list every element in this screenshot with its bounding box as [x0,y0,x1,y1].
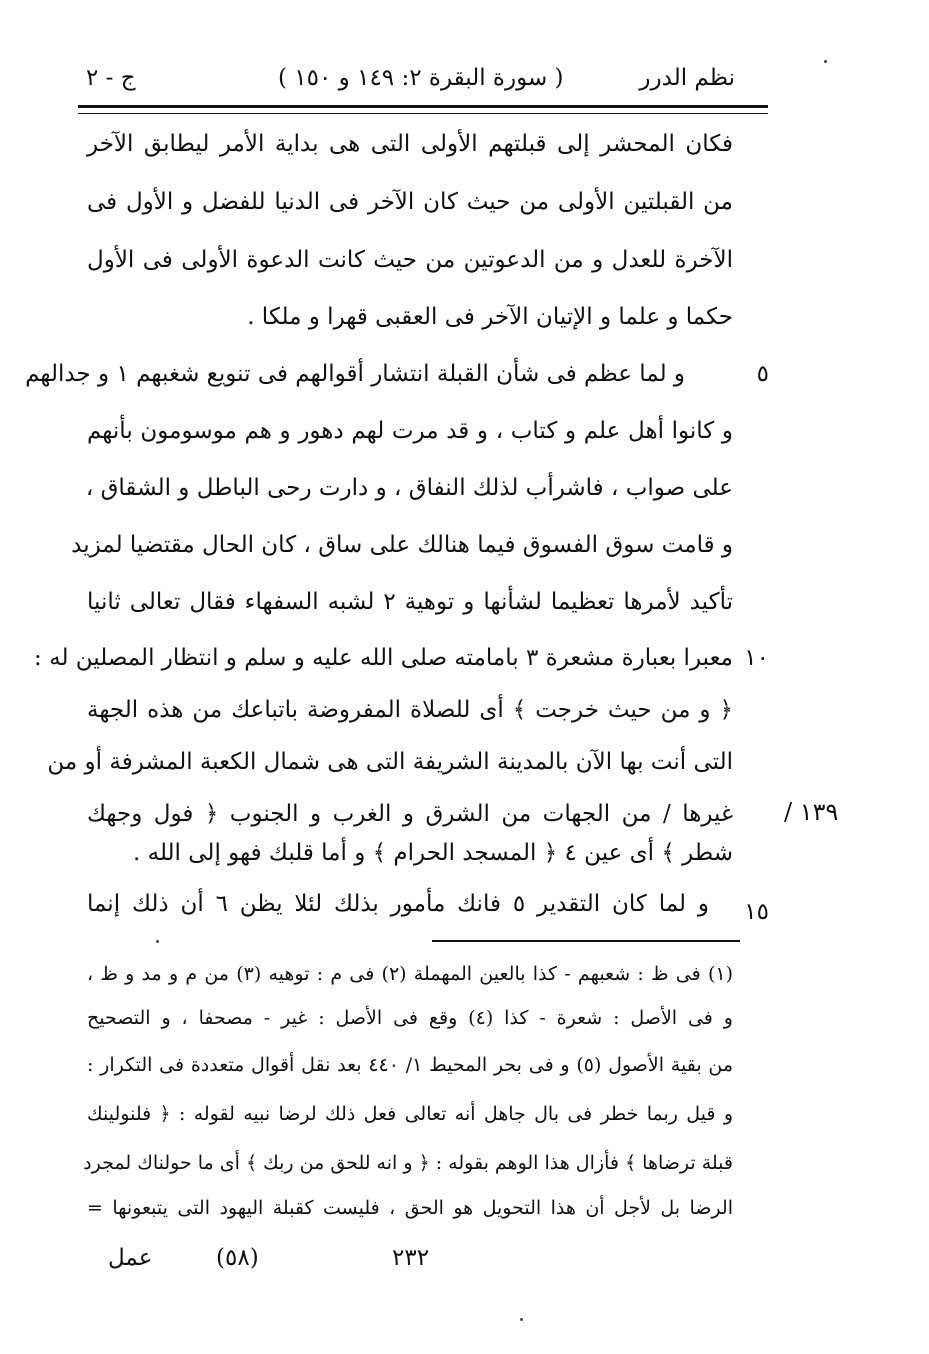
body-line-8: و قامت سوق الفسوق فيما هنالك على ساق ، كان الحال مقتضيا لمزيد [71,532,733,558]
footnote-line-5: قبلة ترضاها ﴾ فأزال هذا الوهم بقوله : ﴿ و انه للحق من ربك ﴾ أى ما حولناك لمجرد [83,1152,733,1174]
footnote-line-3: من بقية الأصول (٥) و فى بحر المحيط ١/ ٤٤٠ بعد نقل أقوال متعددة فى التكرار : [87,1054,734,1076]
body-line-6: و كانوا أهل علم و كتاب ، و قد مرت لهم دهور و هم موسومون بأنهم [87,418,733,444]
body-line-4: حكما و علما و الإتيان الآخر فى العقبى قهرا و ملكا . [247,304,733,330]
body-line-2: من القبلتين الأولى من حيث كان الآخر فى الدنيا للفضل و الأول فى [87,189,733,215]
footer-signature: عمل [108,1245,153,1271]
volume-label: ج - ٢ [86,65,136,91]
footnote-line-2: و فى الأصل : شعرة - كذا (٤) وقع فى الأصل : غير - مصحفا ، و التصحيح [87,1007,733,1029]
surah-reference: ( سورة البقرة ٢: ١٤٩ و ١٥٠ ) [278,65,564,91]
line-number-5: ٥ [756,361,769,387]
body-line-3: الآخرة للعدل و من الدعوتين من حيث كانت الدعوة الأولى فى الأول [87,247,733,273]
footnote-rule [432,940,740,942]
body-line-14: شطر ﴾ أى عين ٤ ﴿ المسجد الحرام ﴾ و أما قلبك فهو إلى الله . [132,840,733,866]
header-rule-thick [78,105,768,108]
scan-speck [156,940,159,943]
body-line-5: و لما عظم فى شأن القبلة انتشار أقوالهم فى تنويع شغبهم ١ و جدالهم [25,361,685,387]
footnote-line-1: (١) فى ظ : شعبهم - كذا بالعين المهملة (٢) فى م : توهيه (٣) من م و مد و ظ ، [87,963,733,985]
body-line-12: التى أنت بها الآن بالمدينة الشريفة التى هى شمال الكعبة المشرفة أو من [47,749,733,775]
scan-speck [520,1318,523,1321]
footnote-line-6: الرضا بل لأجل أن هذا التحويل هو الحق ، فليست كقبلة اليهود التى يتبعونها = [87,1197,733,1219]
header-rule-thin [78,113,768,114]
body-line-7: على صواب ، فاشرأب لذلك النفاق ، و دارت رحى الباطل و الشقاق ، [85,475,733,501]
line-number-10: ١٠ [744,645,769,671]
footer-sheet-number: (٥٨) [216,1245,259,1271]
body-line-11: ﴿ و من حيث خرجت ﴾ أى للصلاة المفروضة باتباعك من هذه الجهة [87,697,733,723]
manuscript-folio-marker: ١٣٩ / [784,798,839,826]
body-line-9: تأكيد لأمرها تعظيما لشأنها و توهية ٢ لشبه السفهاء فقال تعالى ثانيا [87,589,733,615]
scan-speck [824,60,827,63]
page-number: ٢٣٢ [392,1245,430,1271]
body-line-10: معبرا بعبارة مشعرة ٣ بامامته صلى الله عليه و سلم و انتظار المصلين له : [34,645,733,671]
body-line-15: و لما كان التقدير ٥ فانك مأمور بذلك لئلا يظن ٦ أن ذلك إنما [87,891,709,917]
book-title: نظم الدرر [639,65,735,91]
line-number-15: ١٥ [744,899,769,925]
body-line-13: غيرها / من الجهات من الشرق و الغرب و الجنوب ﴿ فول وجهك [87,801,733,827]
footnote-line-4: و قيل ربما خطر فى بال جاهل أنه تعالى فعل ذلك لرضا نبيه لقوله : ﴿ فلنولينك [87,1103,733,1125]
body-line-1: فكان المحشر إلى قبلتهم الأولى التى هى بداية الأمر ليطابق الآخر [87,131,733,157]
